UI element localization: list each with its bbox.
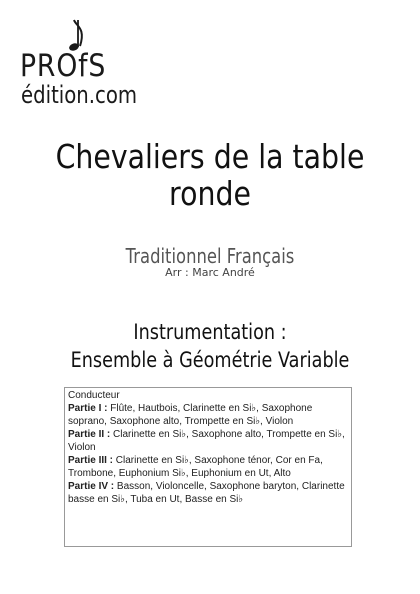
arranger: Arr : Marc André (165, 266, 255, 279)
part-label: Partie II : (68, 429, 111, 440)
part-item (68, 480, 348, 506)
part-instruments: Clarinette en Si♭, Saxophone alto, Trompette en Si♭, Violon (68, 429, 345, 453)
music-note-icon (68, 16, 90, 52)
part-item (68, 454, 348, 480)
parts-header: Conducteur (68, 390, 120, 401)
part-item (68, 428, 348, 454)
part-instruments: Clarinette en Si♭, Saxophone ténor, Cor en Fa, Trombone, Euphonium Si♭, Euphonium en Ut, Alto (68, 455, 323, 479)
publisher-logo[interactable] (20, 16, 160, 109)
logo-subtitle: édition.com (21, 81, 138, 109)
part-item (68, 402, 348, 428)
part-label: Partie IV : (68, 481, 115, 492)
ensemble-type: Ensemble à Géométrie Variable (70, 348, 350, 372)
logo-brand: PROfS (20, 48, 107, 84)
instrumentation-label: Instrumentation : (133, 320, 287, 344)
part-instruments: Basson, Violoncelle, Saxophone baryton, Clarinette basse en Si♭, Tuba en Ut, Basse en Si♭ (68, 481, 345, 505)
score-title: Chevaliers de la table ronde (55, 137, 365, 213)
instrumentation-heading (34, 318, 387, 374)
part-instruments: Flûte, Hautbois, Clarinette en Si♭, Saxophone soprano, Saxophone alto, Trompette en Si♭, Violon (68, 403, 313, 427)
part-label: Partie III : (68, 455, 114, 466)
composer: Traditionnel Français (125, 244, 295, 268)
part-label: Partie I : (68, 403, 108, 414)
parts-list-box (64, 387, 352, 547)
